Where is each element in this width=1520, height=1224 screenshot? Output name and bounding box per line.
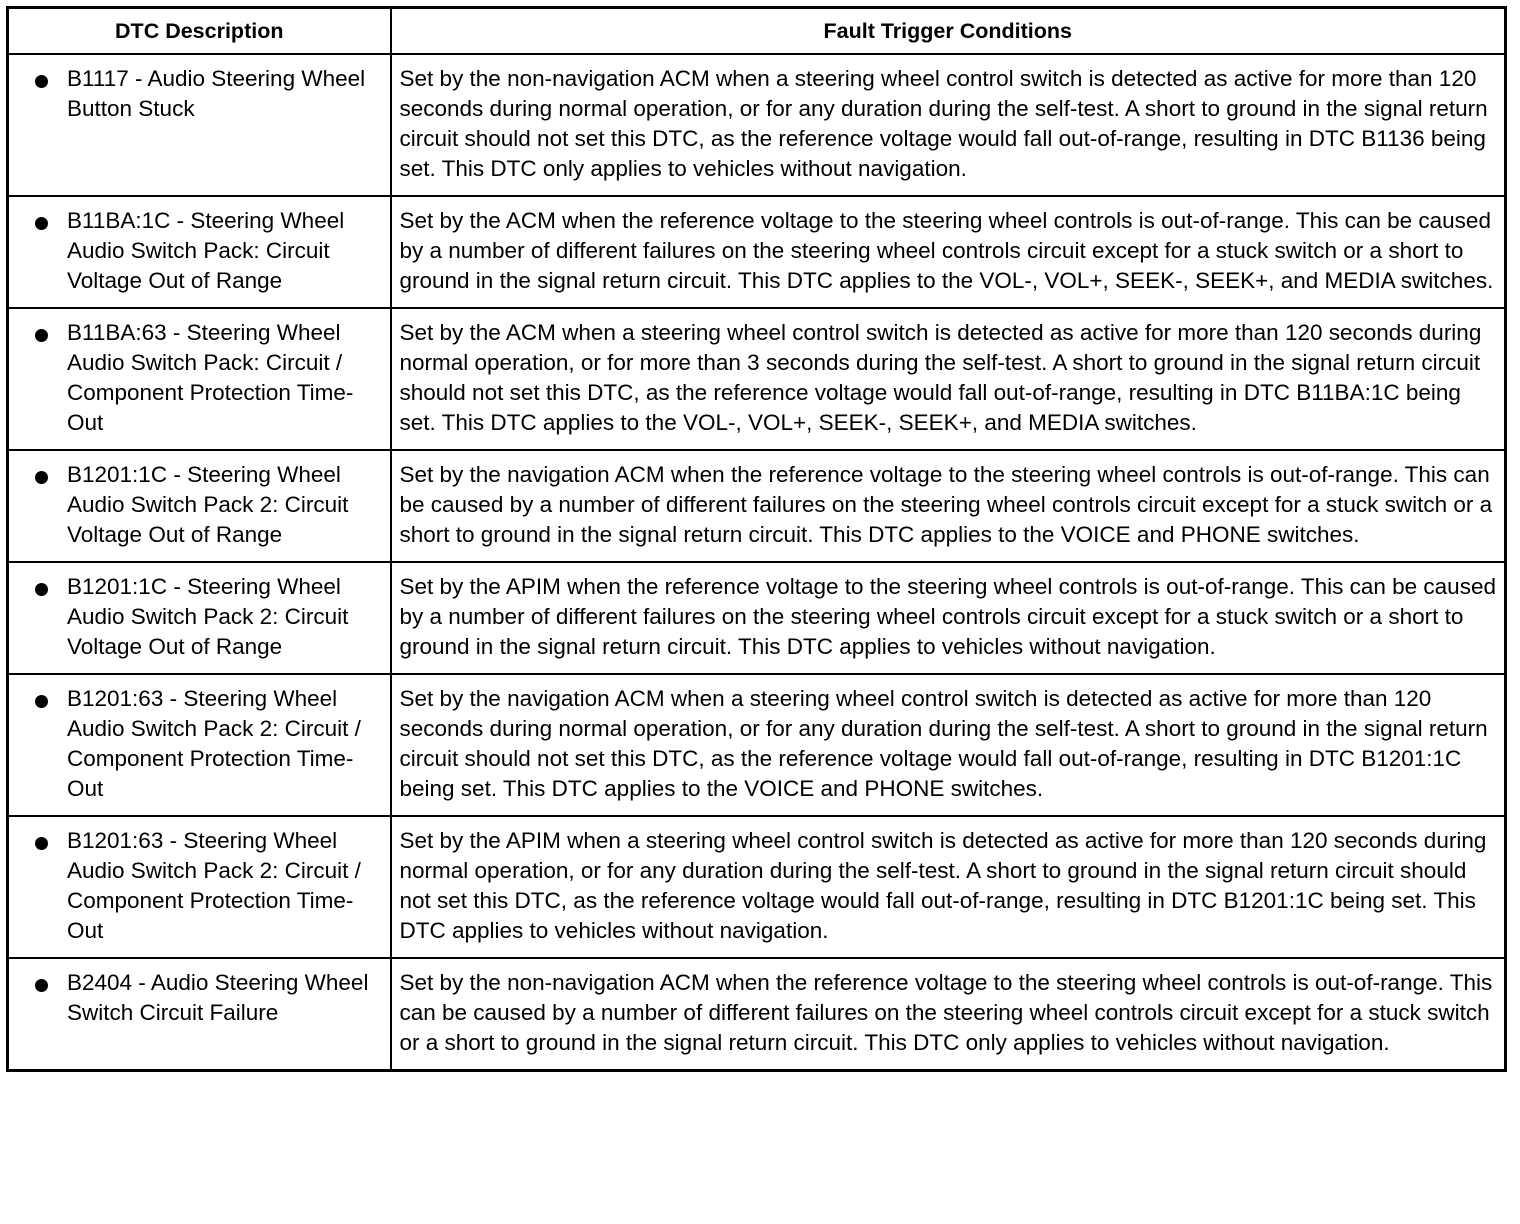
dtc-description-text: B1201:1C - Steering Wheel Audio Switch Pack 2: Circuit Voltage Out of Range xyxy=(67,462,349,547)
bullet-icon xyxy=(35,329,48,342)
fault-conditions-cell: Set by the ACM when a steering wheel control switch is detected as active for more than 120 seconds during normal operation, or for more than 3 seconds during the self-test. A short to ground in the signal return circuit should not set this DTC, as the reference voltage would fall out-of-range, resulting in DTC B11BA:1C being set. This DTC applies to the VOL-, VOL+, SEEK-, SEEK+, and MEDIA switches. xyxy=(391,308,1506,450)
fault-conditions-cell: Set by the navigation ACM when the reference voltage to the steering wheel controls is out-of-range. This can be caused by a number of different failures on the steering wheel controls circuit except for a stuck switch or a short to ground in the signal return circuit. This DTC applies to the VOICE and PHONE switches. xyxy=(391,450,1506,562)
dtc-description-cell xyxy=(8,562,391,674)
bullet-icon xyxy=(35,471,48,484)
fault-conditions-cell: Set by the non-navigation ACM when a steering wheel control switch is detected as active for more than 120 seconds during normal operation, or for any duration during the self-test. A short to ground in the signal return circuit should not set this DTC, as the reference voltage would fall out-of-range, resulting in DTC B1136 being set. This DTC only applies to vehicles without navigation. xyxy=(391,54,1506,196)
dtc-description-cell xyxy=(8,54,391,196)
table-row xyxy=(8,308,1506,450)
dtc-description-text: B1201:63 - Steering Wheel Audio Switch Pack 2: Circuit / Component Protection Time-Out xyxy=(67,686,361,801)
dtc-description-cell xyxy=(8,450,391,562)
bullet-icon xyxy=(35,217,48,230)
header-dtc-description: DTC Description xyxy=(8,8,391,55)
header-row xyxy=(8,8,1506,55)
dtc-description-cell xyxy=(8,958,391,1071)
fault-conditions-cell: Set by the APIM when the reference voltage to the steering wheel controls is out-of-range. This can be caused by a number of different failures on the steering wheel controls circuit except for a stuck switch or a short to ground in the signal return circuit. This DTC applies to vehicles without navigation. xyxy=(391,562,1506,674)
fault-conditions-cell: Set by the non-navigation ACM when the reference voltage to the steering wheel controls is out-of-range. This can be caused by a number of different failures on the steering wheel controls circuit except for a stuck switch or a short to ground in the signal return circuit. This DTC only applies to vehicles without navigation. xyxy=(391,958,1506,1071)
bullet-icon xyxy=(35,75,48,88)
table-row xyxy=(8,450,1506,562)
table-row xyxy=(8,562,1506,674)
dtc-description-cell xyxy=(8,308,391,450)
bullet-icon xyxy=(35,695,48,708)
dtc-description-cell xyxy=(8,196,391,308)
dtc-description-text: B1201:1C - Steering Wheel Audio Switch Pack 2: Circuit Voltage Out of Range xyxy=(67,574,349,659)
fault-conditions-cell: Set by the navigation ACM when a steering wheel control switch is detected as active for more than 120 seconds during normal operation, or for any duration during the self-test. A short to ground in the signal return circuit should not set this DTC, as the reference voltage would fall out-of-range, resulting in DTC B1201:1C being set. This DTC applies to the VOICE and PHONE switches. xyxy=(391,674,1506,816)
bullet-icon xyxy=(35,583,48,596)
dtc-description-text: B11BA:1C - Steering Wheel Audio Switch Pack: Circuit Voltage Out of Range xyxy=(67,208,345,293)
dtc-description-text: B2404 - Audio Steering Wheel Switch Circuit Failure xyxy=(67,970,369,1025)
table-header xyxy=(8,8,1506,55)
dtc-description-text: B1201:63 - Steering Wheel Audio Switch Pack 2: Circuit / Component Protection Time-Out xyxy=(67,828,361,943)
table-row xyxy=(8,816,1506,958)
table-row xyxy=(8,54,1506,196)
table-body xyxy=(8,54,1506,1071)
dtc-description-cell xyxy=(8,816,391,958)
header-fault-trigger-conditions: Fault Trigger Conditions xyxy=(391,8,1506,55)
dtc-description-cell xyxy=(8,674,391,816)
dtc-description-text: B11BA:63 - Steering Wheel Audio Switch Pack: Circuit / Component Protection Time-Out xyxy=(67,320,354,435)
dtc-description-text: B1117 - Audio Steering Wheel Button Stuck xyxy=(67,66,366,121)
table-row xyxy=(8,196,1506,308)
bullet-icon xyxy=(35,837,48,850)
fault-conditions-cell: Set by the ACM when the reference voltage to the steering wheel controls is out-of-range. This can be caused by a number of different failures on the steering wheel controls circuit except for a stuck switch or a short to ground in the signal return circuit. This DTC applies to the VOL-, VOL+, SEEK-, SEEK+, and MEDIA switches. xyxy=(391,196,1506,308)
fault-conditions-cell: Set by the APIM when a steering wheel control switch is detected as active for more than 120 seconds during normal operation, or for any duration during the self-test. A short to ground in the signal return circuit should not set this DTC, as the reference voltage would fall out-of-range, resulting in DTC B1201:1C being set. This DTC applies to vehicles without navigation. xyxy=(391,816,1506,958)
table-row xyxy=(8,958,1506,1071)
dtc-table xyxy=(6,6,1507,1072)
bullet-icon xyxy=(35,979,48,992)
table-row xyxy=(8,674,1506,816)
